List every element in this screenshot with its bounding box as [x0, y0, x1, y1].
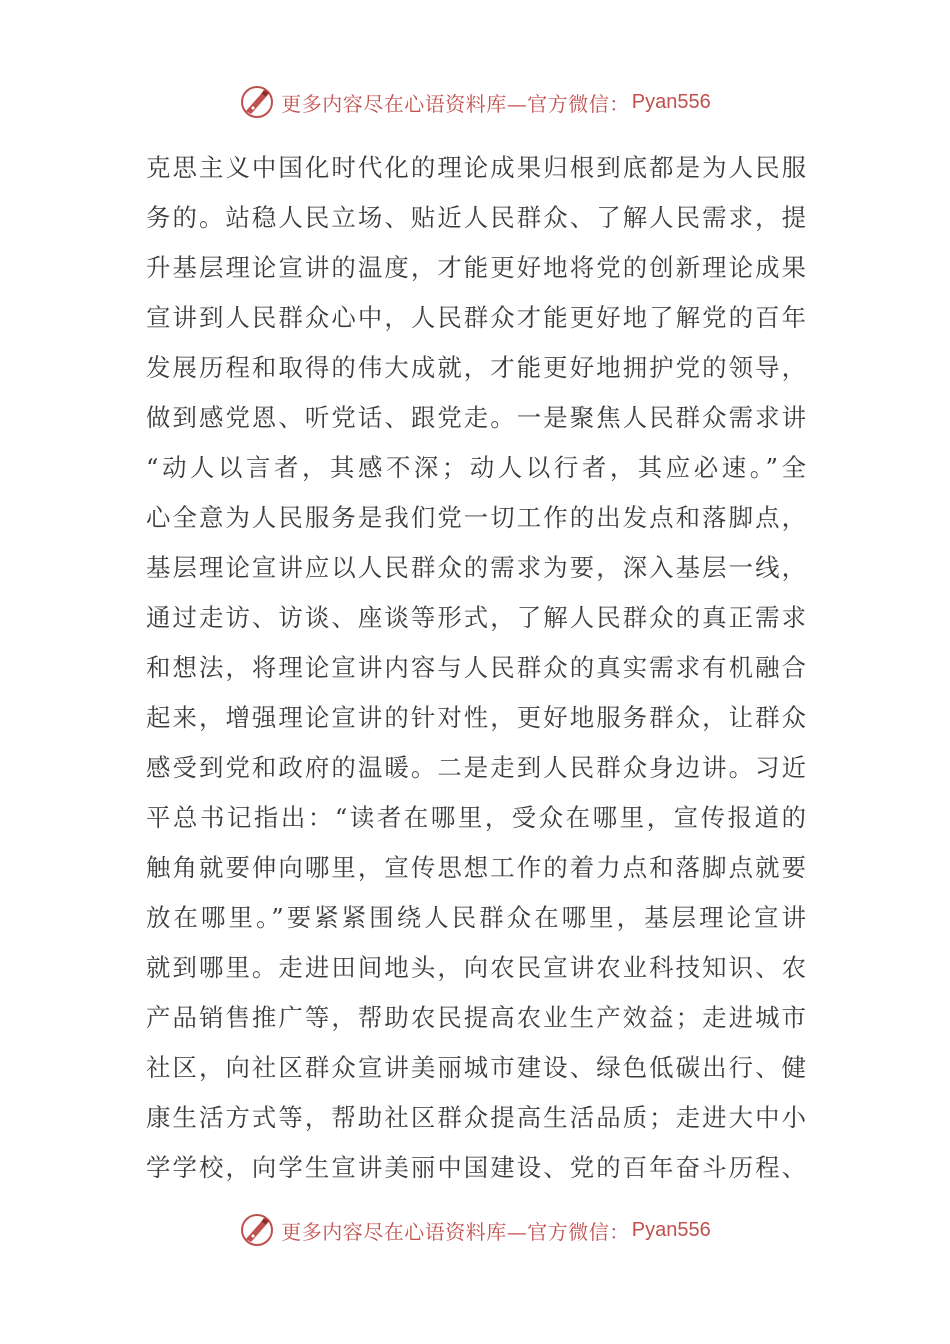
body-line: 康生活方式等，帮助社区群众提高生活品质；走进大中小 [146, 1103, 806, 1132]
body-line: 学学校，向学生宣讲美丽中国建设、党的百年奋斗历程、 [146, 1153, 806, 1182]
body-line: 社区，向社区群众宣讲美丽城市建设、绿色低碳出行、健 [146, 1053, 806, 1082]
header-banner-text: 更多内容尽在心语资料库—官方微信： [281, 91, 630, 116]
footer-wechat-id: Pyan556 [631, 1218, 711, 1241]
pen-nib-logo-icon [239, 1212, 275, 1248]
body-line: 做到感党恩、听党话、跟党走。一是聚焦人民群众需求讲 [146, 403, 806, 432]
body-line: 通过走访、访谈、座谈等形式，了解人民群众的真正需求 [146, 603, 806, 632]
body-line: 产品销售推广等，帮助农民提高农业生产效益；走进城市 [146, 1003, 806, 1032]
body-line: 放在哪里。”要紧紧围绕人民群众在哪里，基层理论宣讲 [146, 903, 806, 932]
header-banner [0, 82, 950, 122]
body-line: 升基层理论宣讲的温度，才能更好地将党的创新理论成果 [146, 253, 806, 282]
body-line: 起来，增强理论宣讲的针对性，更好地服务群众，让群众 [146, 703, 806, 732]
body-line: 克思主义中国化时代化的理论成果归根到底都是为人民服 [146, 153, 806, 182]
body-line: 务的。站稳人民立场、贴近人民群众、了解人民需求，提 [146, 203, 806, 232]
body-line: 感受到党和政府的温暖。二是走到人民群众身边讲。习近 [146, 753, 806, 782]
body-line: 和想法，将理论宣讲内容与人民群众的真实需求有机融合 [146, 653, 806, 682]
document-body [146, 143, 806, 1193]
body-line: “动人以言者，其感不深；动人以行者，其应必速。”全 [146, 453, 806, 482]
footer-banner-text: 更多内容尽在心语资料库—官方微信： [281, 1219, 630, 1244]
pen-nib-logo-icon [239, 84, 275, 120]
body-line: 触角就要伸向哪里，宣传思想工作的着力点和落脚点就要 [146, 853, 806, 882]
body-line: 平总书记指出：“读者在哪里，受众在哪里，宣传报道的 [146, 803, 806, 832]
footer-banner [0, 1210, 950, 1250]
header-wechat-id: Pyan556 [631, 90, 711, 113]
body-line: 发展历程和取得的伟大成就，才能更好地拥护党的领导， [146, 353, 806, 382]
body-line: 基层理论宣讲应以人民群众的需求为要，深入基层一线， [146, 553, 806, 582]
body-line: 宣讲到人民群众心中，人民群众才能更好地了解党的百年 [146, 303, 806, 332]
body-line: 就到哪里。走进田间地头，向农民宣讲农业科技知识、农 [146, 953, 806, 982]
body-line: 心全意为人民服务是我们党一切工作的出发点和落脚点， [146, 503, 806, 532]
